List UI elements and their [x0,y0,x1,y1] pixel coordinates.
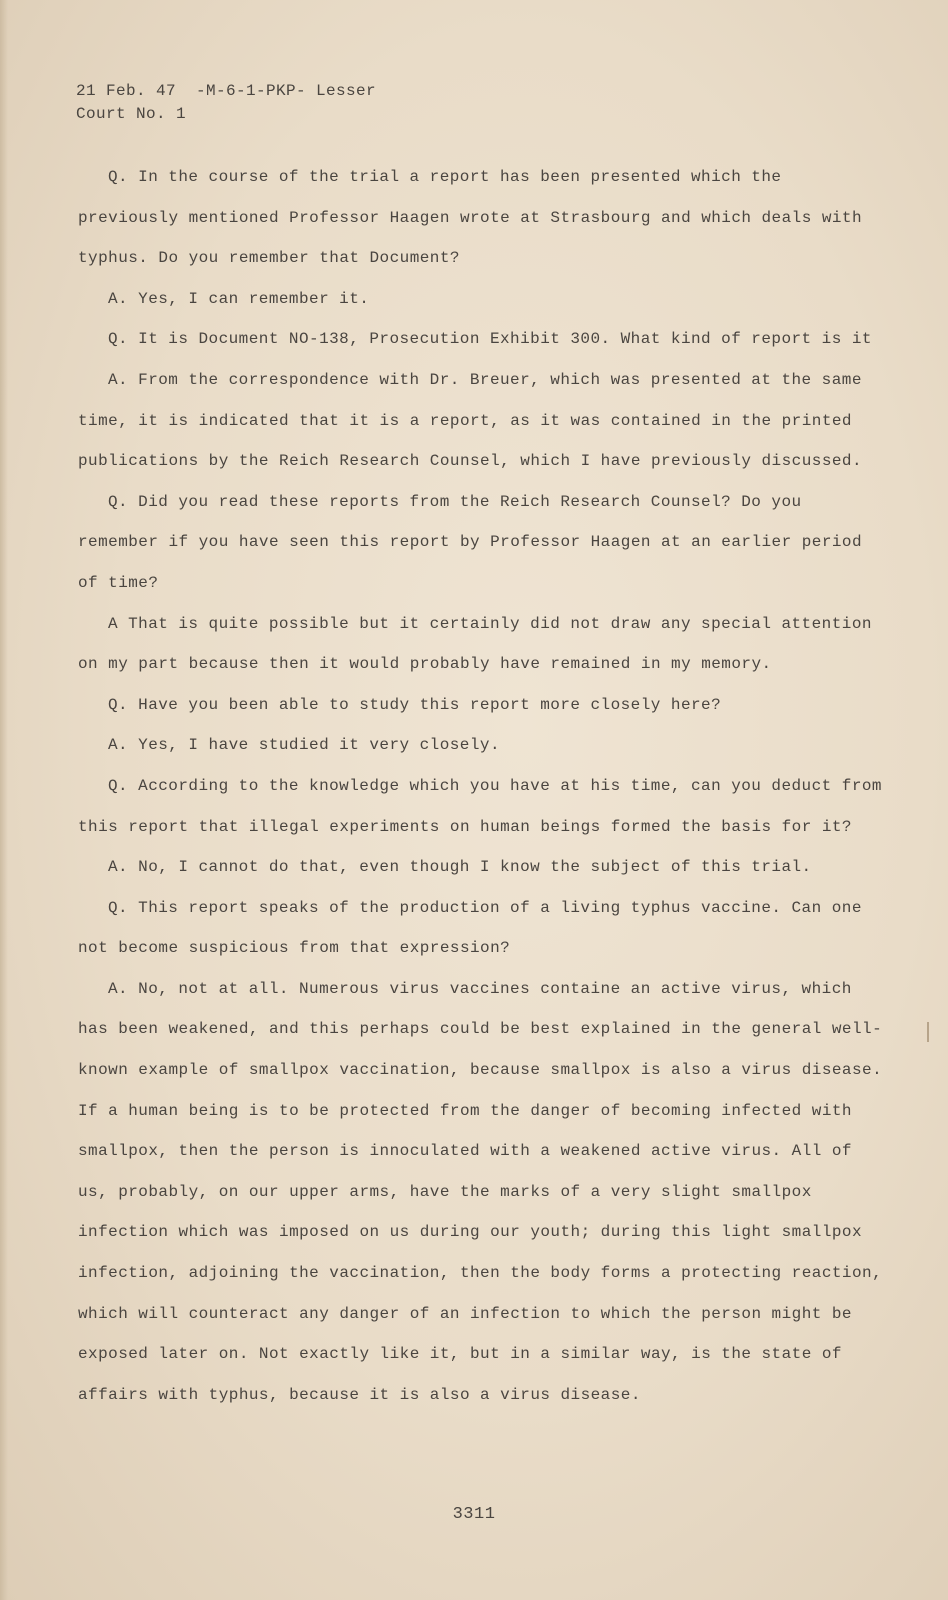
answer-paragraph: A. No, I cannot do that, even though I know the subject of this trial. [108,858,812,877]
margin-mark [927,1022,929,1042]
answer-paragraph: A. Yes, I have studied it very closely. [108,736,501,755]
paper-edge-shadow [0,0,8,1600]
question-paragraph: Q. It is Document NO-138, Prosecution Exhibit 300. What kind of report is it [108,330,872,349]
question-paragraph: Q. Have you been able to study this report more closely here? [108,695,722,714]
transcript-body [78,157,890,1415]
question-paragraph: Q. According to the knowledge which you have at his time, can you deduct from this report that illegal experiments on human beings formed the basis for it? [78,776,882,836]
question-paragraph: Q. In the course of the trial a report has been presented which the previously mentioned Professor Haagen wrote at Strasbourg and which deals with typhus. Do you remember that Document? [78,168,863,268]
answer-paragraph: A. Yes, I can remember it. [108,289,370,308]
header-reference-line: 21 Feb. 47 -M-6-1-PKP- Lesser [76,82,377,100]
header-court-line: Court No. 1 [76,105,187,123]
answer-paragraph: A. No, not at all. Numerous virus vaccines containe an active virus, which has been weakened, and this perhaps could be best explained in the general well-known example of smallpox vaccination, because smallpox is also a virus disease. If a human being is to be protected from the danger of becoming infected with smallpox, then the person is innoculated with a weakened active virus. All of us, probably, on our upper arms, have the marks of a very slight smallpox infection which was imposed on us during our youth; during this light smallpox infection, adjoining the vaccination, then the body forms a protecting reaction, which will counteract any danger of an infection to which the person might be exposed later on. Not exactly like it, but in a similar way, is the state of affairs with typhus, because it is also a virus disease. [78,979,883,1404]
question-paragraph: Q. Did you read these reports from the Reich Research Counsel? Do you remember if you have seen this report by Professor Haagen at an earlier period of time? [78,492,863,592]
answer-paragraph: A. From the correspondence with Dr. Breuer, which was presented at the same time, it is indicated that it is a report, as it was contained in the printed publications by the Reich Research Counsel, which I have previously discussed. [78,370,863,471]
document-header [76,80,376,126]
answer-paragraph: A That is quite possible but it certainly did not draw any special attention on my part because then it would probably have remained in my memory. [78,614,872,674]
question-paragraph: Q. This report speaks of the production of a living typhus vaccine. Can one not become suspicious from that expression? [78,898,862,958]
page-number: 3311 [452,1505,496,1524]
